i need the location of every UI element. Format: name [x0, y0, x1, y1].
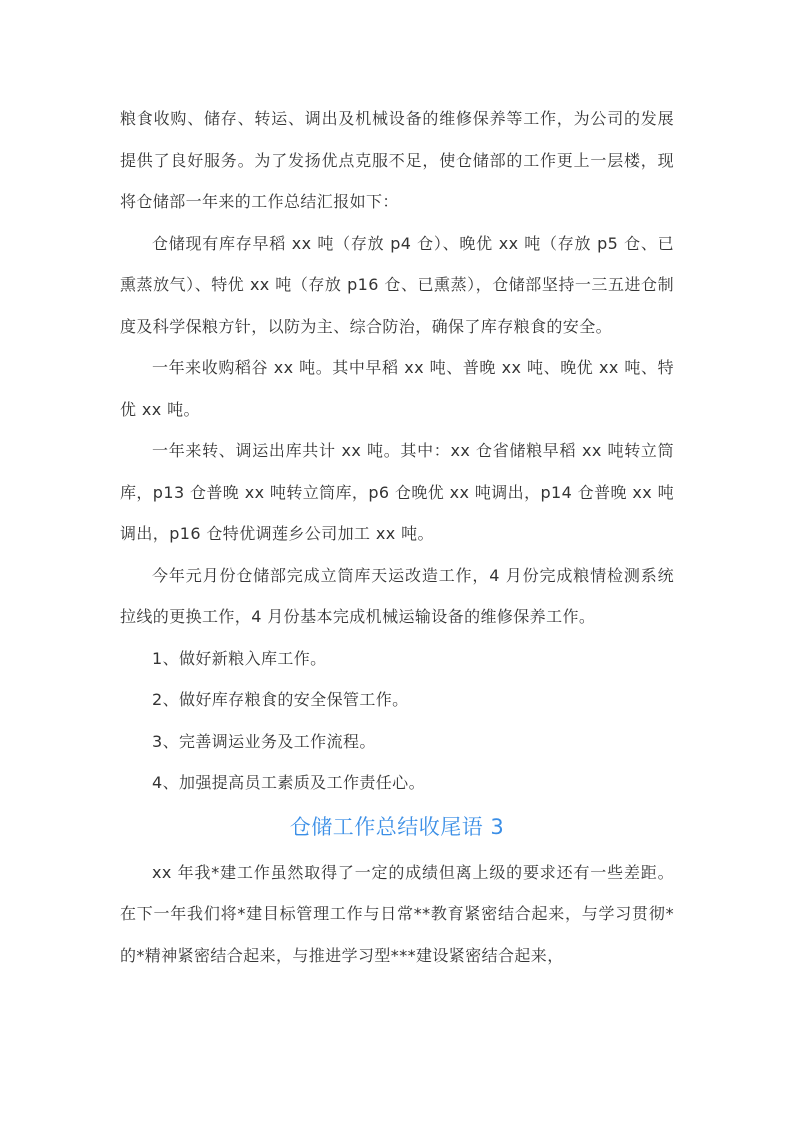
paragraph-transfer: 一年来转、调运出库共计 xx 吨。其中：xx 仓省储粮早稻 xx 吨转立筒库，p13 仓普晚 xx 吨转立筒库，p6 仓晚优 xx 吨调出，p14 仓普晚 xx 吨调出，p16 仓特优调莲乡公司加工 xx 吨。 — [120, 441, 674, 543]
paragraph-intro: 粮食收购、储存、转运、调出及机械设备的维修保养等工作，为公司的发展提供了良好服务。为了发扬优点克服不足，使仓储部的工作更上一层楼，现将仓储部一年来的工作总结汇报如下： — [120, 109, 674, 211]
document-page — [120, 98, 674, 976]
paragraph-closing: xx 年我*建工作虽然取得了一定的成绩但离上级的要求还有一些差距。在下一年我们将*建目标管理工作与日常**教育紧密结合起来，与学习贯彻*的*精神紧密结合起来，与推进学习型***建设紧密结合起来， — [120, 862, 674, 965]
paragraph-inventory: 仓储现有库存早稻 xx 吨（存放 p4 仓）、晚优 xx 吨（存放 p5 仓、已熏蒸放气）、特优 xx 吨（存放 p16 仓、已熏蒸），仓储部坚持一三五进仓制度及科学保粮方针，以防为主、综合防治，确保了库存粮食的安全。 — [120, 233, 674, 336]
paragraph-renovation: 今年元月份仓储部完成立筒库天运改造工作，4 月份完成粮情检测系统拉线的更换工作，4 月份基本完成机械运输设备的维修保养工作。 — [120, 565, 674, 626]
paragraph-purchase: 一年来收购稻谷 xx 吨。其中早稻 xx 吨、普晚 xx 吨、晚优 xx 吨、特优 xx 吨。 — [120, 358, 674, 419]
list-item-3: 3、完善调运业务及工作流程。 — [152, 731, 376, 751]
section-heading: 仓储工作总结收尾语 3 — [289, 814, 505, 839]
list-item-2: 2、做好库存粮食的安全保管工作。 — [152, 690, 409, 709]
body-section-before — [120, 98, 674, 804]
list-item-1: 1、做好新粮入库工作。 — [152, 648, 327, 668]
list-item-4: 4、加强提高员工素质及工作责任心。 — [152, 773, 425, 792]
body-section-after — [120, 852, 674, 977]
